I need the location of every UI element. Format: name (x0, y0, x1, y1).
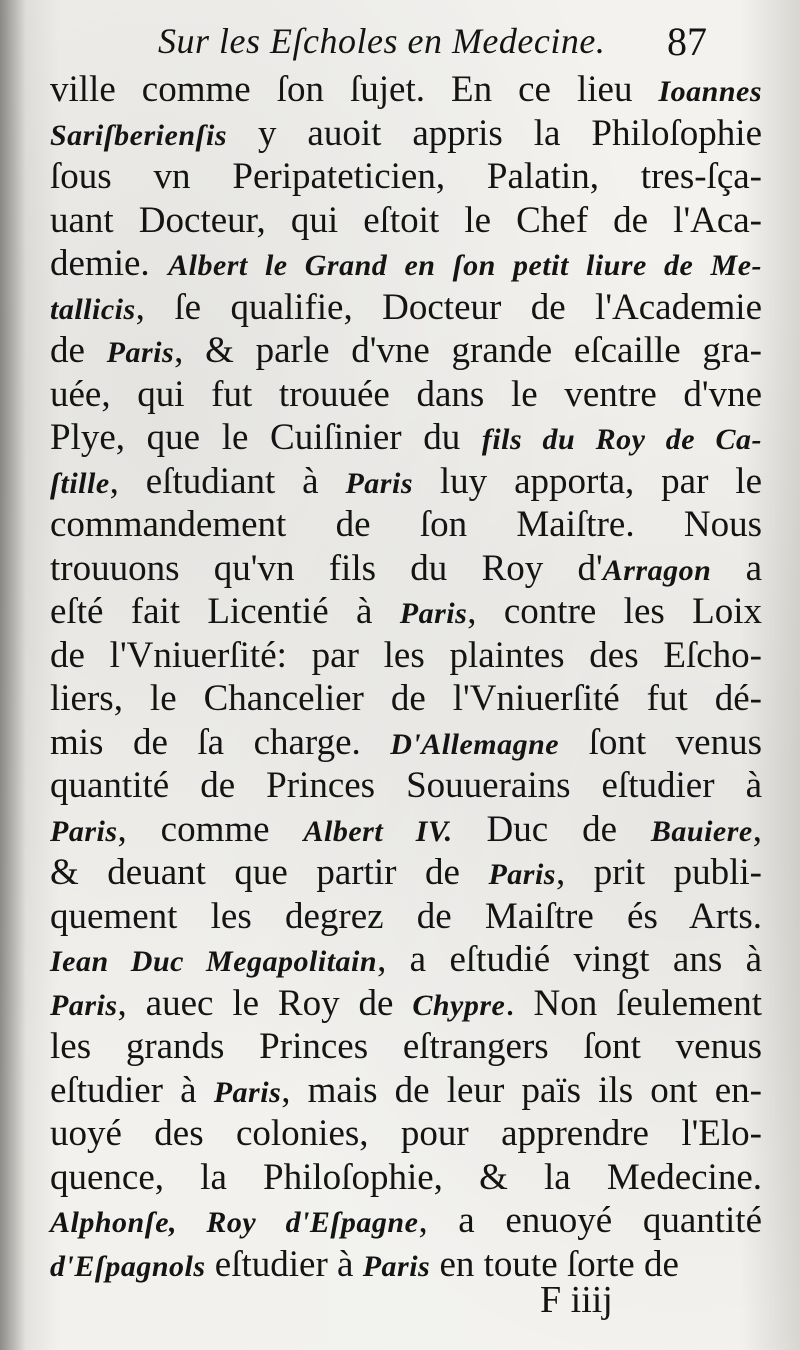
text-span: ſont venus (559, 721, 762, 763)
text-line (50, 373, 762, 417)
text-span: Plye, que le Cuiſinier du (50, 417, 482, 458)
running-title: Sur les Eſcholes en Medecine. (158, 21, 606, 61)
text-line (50, 677, 762, 721)
text-span: mis de ſa charge. (50, 721, 391, 763)
text-line (50, 155, 762, 199)
text-span: , (752, 808, 762, 850)
text-line (50, 1069, 762, 1113)
text-span: , comme (117, 808, 304, 850)
text-span: uant Docteur, qui eſtoit le Chef de l'Aca- (50, 199, 762, 241)
text-span: & deuant que partir de (50, 852, 489, 893)
text-line (50, 590, 762, 634)
text-line (50, 851, 762, 895)
text-span: , prit publi- (555, 852, 763, 893)
text-span: demie. (50, 243, 169, 284)
gutter-shadow (0, 0, 26, 1350)
italic-span: Alphonſe, Roy d'Eſpagne (50, 1206, 419, 1239)
italic-span: Albert le Grand en ſon petit liure de Me- (168, 249, 763, 282)
text-span: , ſe qualifie, Docteur de l'Academie (135, 286, 762, 328)
text-span: commandement de ſon Maiſtre. Nous (50, 504, 762, 545)
text-line (50, 68, 762, 112)
text-span: liers, le Chancelier de l'Vniuerſité fut dé- (50, 678, 762, 719)
text-span: , contre les Loix (467, 591, 762, 632)
text-line (50, 242, 762, 286)
italic-span: Paris (50, 988, 118, 1022)
text-line (50, 808, 762, 852)
text-span: uée, qui fut trouuée dans le ventre d'vne (50, 373, 762, 415)
text-line (50, 938, 762, 982)
text-span: quence, la Philoſophie, & la Medecine. (50, 1156, 762, 1198)
text-line (50, 721, 762, 765)
text-line (50, 982, 762, 1026)
text-span: quement les degrez de Maiſtre és Arts. (50, 895, 762, 937)
text-line (50, 1112, 762, 1156)
italic-span: Sariſberienſis (50, 118, 228, 152)
text-span: de l'Vniuerſité: par les plaintes des Eſcho- (50, 634, 762, 676)
text-span: ſous vn Peripateticien, Palatin, tres-ſça- (50, 156, 762, 197)
text-line (50, 112, 762, 156)
text-span: luy apporta, par le (413, 460, 763, 502)
text-line (50, 286, 762, 330)
italic-span: Paris (50, 814, 118, 848)
italic-span: fils du Roy de Ca- (481, 423, 762, 456)
text-span: les grands Princes eſtrangers ſont venus (50, 1026, 762, 1067)
page-header (0, 16, 800, 76)
text-span: eſté fait Licentié à (50, 591, 400, 632)
italic-span: Bauiere (650, 814, 753, 848)
italic-span: Megapolitain (183, 945, 378, 978)
text-span: , auec le Roy de (117, 982, 413, 1024)
text-line (50, 460, 762, 504)
italic-span: Arragon (602, 553, 712, 587)
text-span: trouuons qu'vn fils du Roy d' (50, 547, 603, 589)
italic-span: Paris (106, 336, 175, 369)
text-span: ville comme ſon ſujet. En ce lieu (50, 69, 659, 110)
text-span: , eſtudiant à (109, 460, 346, 502)
text-line (50, 503, 762, 547)
italic-span: Chypre (412, 988, 506, 1022)
italic-span: tallicis (50, 292, 136, 326)
text-span: a (711, 547, 762, 589)
italic-span: D'Allemagne (390, 727, 560, 761)
text-line (50, 1199, 762, 1243)
text-line (50, 895, 762, 939)
italic-span: Ioannes (658, 75, 762, 108)
italic-span: Paris (488, 858, 556, 891)
page-number: 87 (667, 19, 707, 64)
text-line (50, 634, 762, 678)
text-span: , & parle d'vne grande eſcaille gra- (174, 330, 762, 371)
text-span: en toute ſorte de (430, 1243, 679, 1285)
text-span: de (50, 330, 107, 371)
text-span: y auoit appris la Philoſophie (227, 112, 762, 154)
text-line (50, 547, 762, 591)
italic-span: Iean Duc (50, 945, 184, 978)
text-line (50, 764, 762, 808)
text-span: Duc de (452, 808, 651, 850)
text-span: eſtudier à (50, 1069, 214, 1111)
text-span: eſtudier à (205, 1243, 363, 1285)
italic-span: d'Eſpagnols (50, 1249, 206, 1283)
text-line (50, 1156, 762, 1200)
italic-span: Paris (345, 466, 413, 500)
text-line (50, 329, 762, 373)
text-span: , a eſtudié vingt ans à (377, 939, 763, 980)
body-text (50, 68, 762, 1286)
italic-span: Paris (362, 1249, 431, 1283)
text-line (50, 1243, 762, 1287)
italic-span: Albert IV. (303, 814, 453, 848)
italic-span: Paris (399, 597, 468, 630)
text-span: , a enuoyé quantité (418, 1200, 763, 1241)
text-line (50, 199, 762, 243)
italic-span: ſtille (50, 466, 110, 500)
text-span: , mais de leur païs ils ont en- (281, 1069, 762, 1111)
text-span: quantité de Princes Souuerains eſtudier à (50, 765, 762, 806)
signature-mark: F iiij (540, 1279, 613, 1321)
text-span: uoyé des colonies, pour apprendre l'Elo- (50, 1113, 762, 1154)
text-span: . Non ſeulement (505, 982, 762, 1024)
text-line (50, 416, 762, 460)
italic-span: Paris (213, 1075, 282, 1109)
text-line (50, 1025, 762, 1069)
